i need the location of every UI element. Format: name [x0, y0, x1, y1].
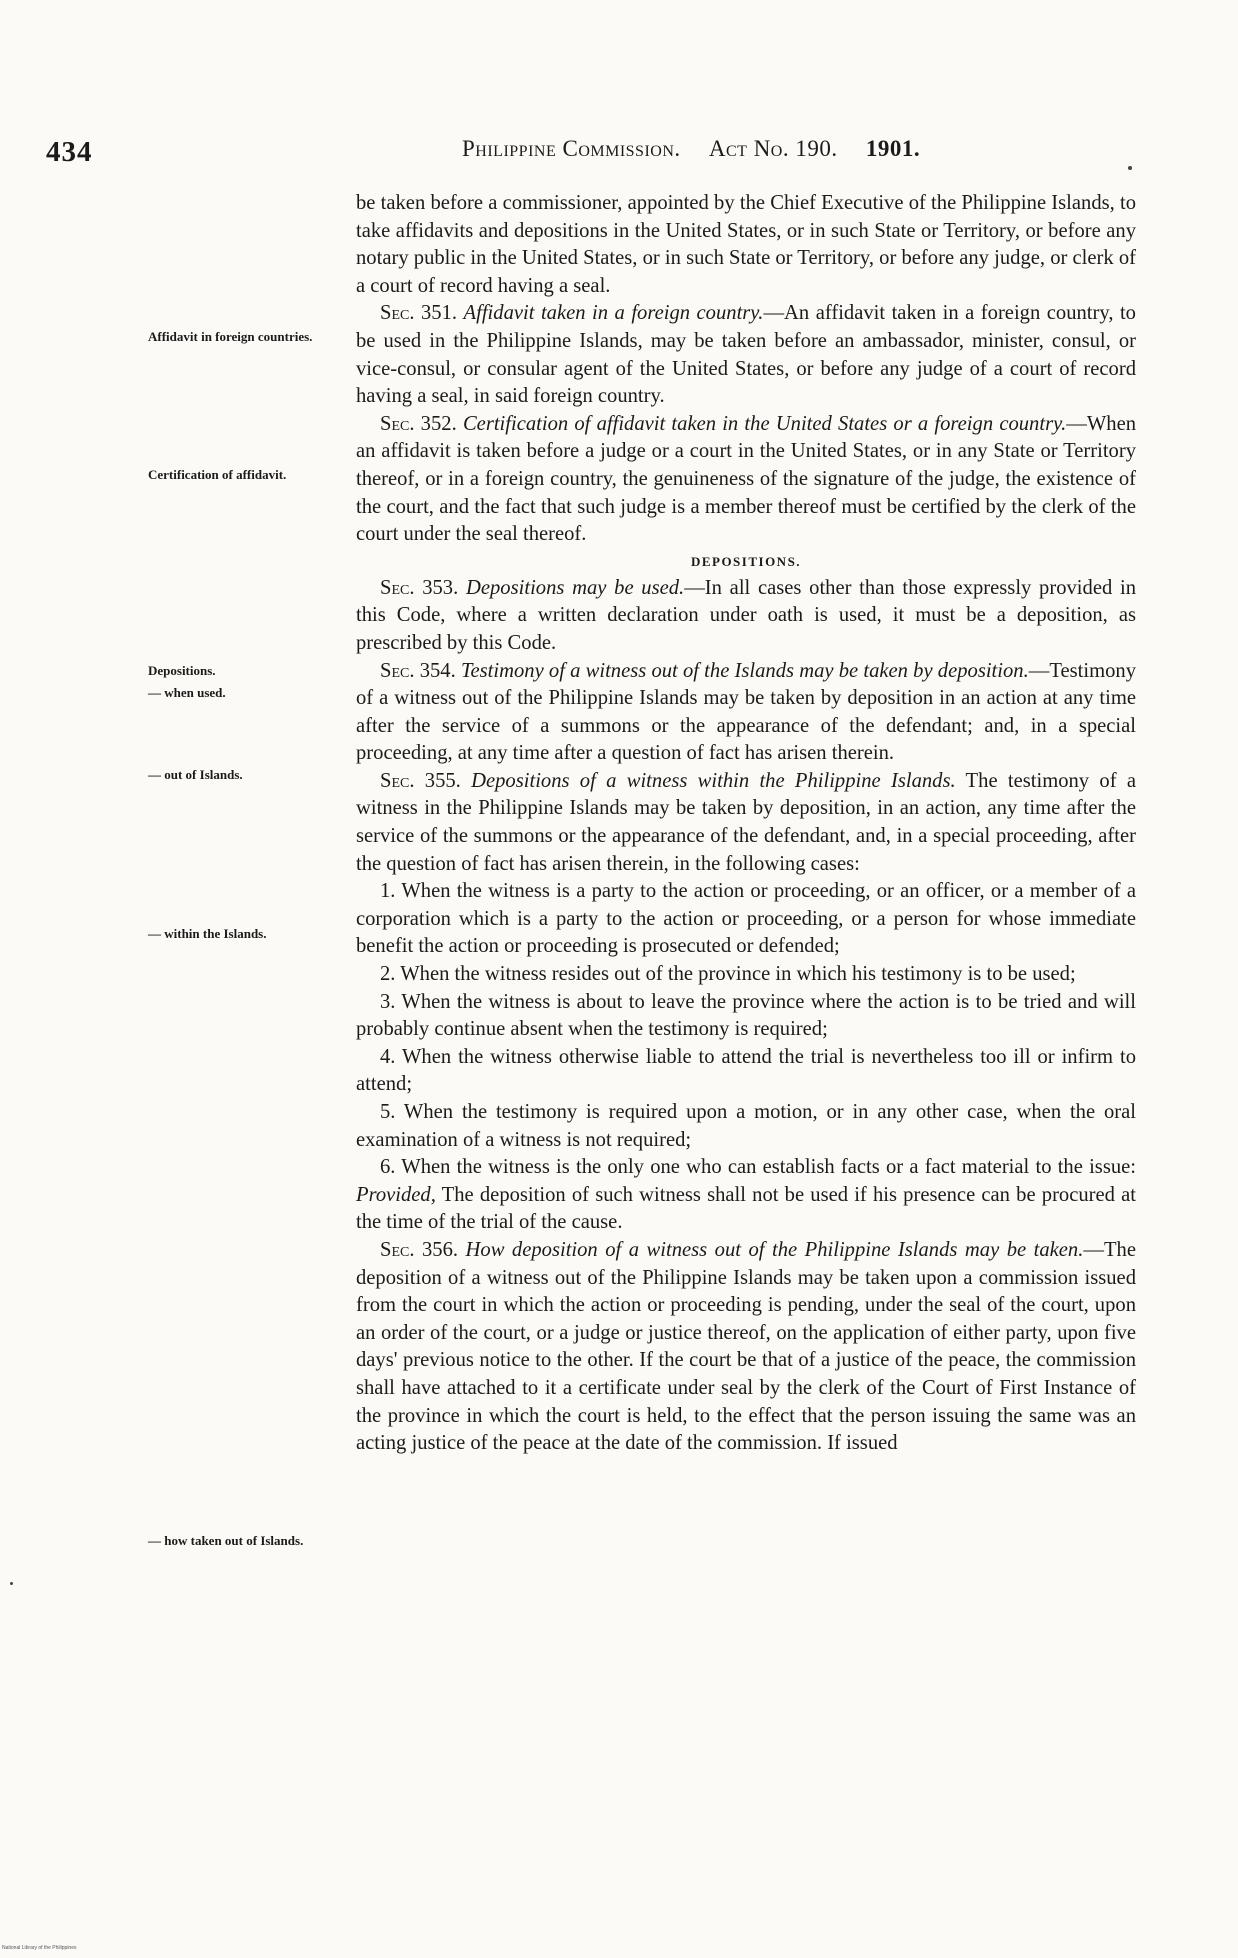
year: 1901. [865, 136, 921, 161]
section-heading: Certification of affidavit taken in the United States or a foreign country. [462, 412, 1067, 435]
section-text: —When an affidavit is taken before a judge or a court in the United States, or in any State or Territory thereof, or in a foreign country, the genuineness of the signature of the judge, the existence of the court, and the fact that such judge is a member thereof must be certified by the clerk of the court under the seal thereof. [356, 412, 1137, 546]
section-text: —In all cases other than those expressly provided in this Code, where a written declaration under oath is used, it must be a deposition, as prescribed by this Code. [356, 576, 1137, 654]
subheading: DEPOSITIONS. [690, 553, 802, 569]
page-number: 434 [46, 136, 93, 168]
section-number: Sec. 353. [380, 576, 459, 599]
list-item: 5. When the testimony is required upon a motion, or in any other case, when the oral examination of a witness is not required; [356, 1101, 1136, 1151]
section-number: Sec. 356. [380, 1238, 459, 1261]
scan-footer: National Library of the Philippines [2, 1945, 77, 1951]
section-number: Sec. 354. [380, 659, 456, 682]
list-item [356, 1154, 1136, 1237]
section-text: The testimony of a witness in the Philippine Islands may be taken by deposition, in an action, any time after the service of the summons or the appearance of the defendant, and, in a special proceeding, after the question of fact has arisen therein, in the following cases: [356, 769, 1136, 875]
section-heading: Affidavit taken in a foreign country. [463, 302, 764, 325]
section-number: Sec. 351. [380, 302, 458, 325]
section-356 [356, 1237, 1136, 1458]
margin-note: Affidavit in foreign countries. [148, 329, 313, 344]
section-heading: Depositions may be used. [466, 576, 685, 599]
proviso: Provided, [356, 1183, 436, 1206]
list-item: 2. When the witness resides out of the province in which his testimony is to be used; [380, 963, 1076, 986]
section-text: —The deposition of a witness out of the Philippine Islands may be taken upon a commission issued from the court in which the action or proceeding is pending, under the seal of the court, upon an order of the court, or a judge or justice thereof, on the application of either party, upon five days' previous notice to the other. If the court be that of a justice of the peace, the commission shall have attached to it a certificate under seal by the clerk of the Court of First Instance of the province in which the court is held, to the effect that the person issuing the same was an acting justice of the peace at the date of the commission. If issued [356, 1238, 1136, 1455]
section-351 [356, 300, 1136, 410]
item-text: 6. When the witness is the only one who can establish facts or a fact material to the issue: [380, 1156, 1136, 1179]
body-text [356, 190, 1136, 1458]
section-352 [356, 411, 1136, 549]
margin-note: — when used. [148, 685, 226, 700]
section-text: —Testimony of a witness out of the Philippine Islands may be taken by deposition in an action at any time after the service of a summons or the appearance of the defendant; and, in a special proceeding, at any time after a question of fact has arisen therein. [356, 659, 1136, 765]
publication-title: Philippine Commission. [462, 136, 681, 161]
section-heading: How deposition of a witness out of the Philippine Islands may be taken. [465, 1238, 1084, 1261]
section-number: Sec. 355. [380, 769, 461, 792]
list-item: 4. When the witness otherwise liable to attend the trial is nevertheless too ill or infirm to attend; [356, 1045, 1136, 1096]
item-text: The deposition of such witness shall not be used if his presence can be procured at the time of the trial of the cause. [356, 1183, 1136, 1234]
margin-note: — how taken out of Islands. [148, 1533, 304, 1548]
list-item: 1. When the witness is a party to the action or proceeding, or an officer, or a member of a corporation which is a party to the action or proceeding, or a person for whose immediate benefit the action or proceeding is prosecuted or defended; [356, 880, 1136, 958]
running-head [462, 136, 920, 162]
act-number: Act No. 190. [708, 136, 838, 161]
section-number: Sec. 352. [380, 412, 457, 435]
margin-note: Depositions. [148, 663, 216, 678]
scan-speck [1128, 166, 1132, 170]
margin-note: — within the Islands. [148, 926, 267, 941]
section-355 [356, 768, 1136, 878]
section-heading: Depositions of a witness within the Philippine Islands. [471, 769, 956, 792]
section-heading: Testimony of a witness out of the Islands may be taken by deposition. [460, 659, 1029, 682]
scan-speck [10, 1582, 13, 1585]
section-354 [356, 658, 1136, 768]
paragraph: be taken before a commissioner, appointed by the Chief Executive of the Philippine Islands, to take affidavits and depositions in the United States, or in such State or Territory, or before any notary public in the United States, or in such State or Territory, or before any judge, or clerk of a court of record having a seal. [356, 192, 1136, 297]
margin-note: Certification of affidavit. [148, 467, 287, 482]
list-item: 3. When the witness is about to leave the province where the action is to be tried and will probably continue absent when the testimony is required; [356, 990, 1136, 1041]
section-text: —An affidavit taken in a foreign country, to be used in the Philippine Islands, may be taken before an ambassador, minister, consul, or vice-consul, or consular agent of the United States, or before any judge of a court of record having a seal, in said foreign country. [356, 302, 1136, 408]
margin-note: — out of Islands. [148, 767, 243, 782]
section-353 [356, 575, 1136, 658]
